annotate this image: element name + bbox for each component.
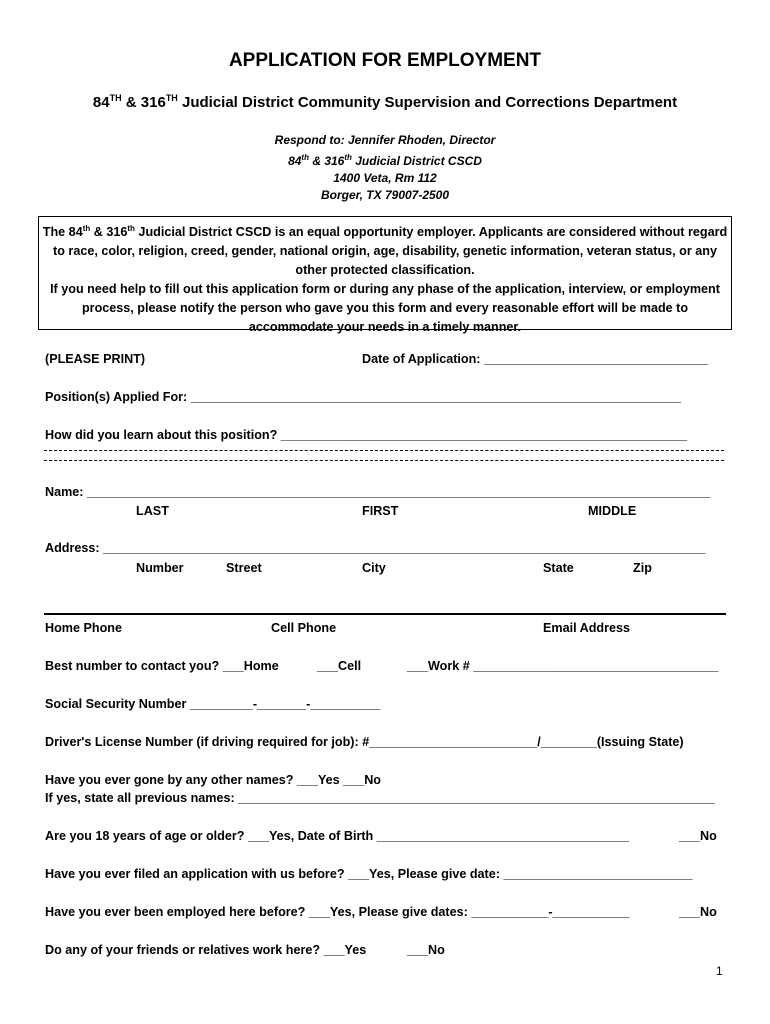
divider	[44, 450, 724, 451]
relatives-no-field[interactable]: ___No	[407, 943, 445, 957]
address-field[interactable]: Address: ______________________________________________________________________________________	[45, 541, 706, 555]
age-18-no-field[interactable]: ___No	[679, 829, 717, 843]
city-label: City	[362, 561, 386, 575]
home-phone-label: Home Phone	[45, 621, 122, 635]
best-number-cell-field[interactable]: ___Cell	[317, 659, 362, 673]
divider	[44, 460, 724, 461]
respond-to-block: Respond to: Jennifer Rhoden, Director 84th & 316th Judicial District CSCD 1400 Veta, Rm 112 Borger, TX 79007-2500	[274, 133, 496, 202]
page-title: APPLICATION FOR EMPLOYMENT	[228, 50, 542, 71]
best-number-home-field[interactable]: Best number to contact you? ___Home	[45, 659, 279, 673]
phone-line[interactable]	[44, 613, 726, 615]
best-number-work-field[interactable]: ___Work # ___________________________________	[407, 659, 719, 673]
zip-label: Zip	[633, 561, 652, 575]
page-number: 1	[716, 964, 723, 978]
ssn-field[interactable]: Social Security Number _________-_______-__________	[45, 697, 381, 711]
department-subtitle: 84TH & 316TH Judicial District Community Supervision and Corrections Department	[92, 93, 678, 111]
middle-label: MIDDLE	[588, 504, 637, 518]
filed-before-field[interactable]: Have you ever filed an application with us before? ___Yes, Please give date: ___________________________	[45, 867, 693, 881]
state-label: State	[543, 561, 574, 575]
employed-before-no-field[interactable]: ___No	[679, 905, 717, 919]
employed-before-yes-field[interactable]: Have you ever been employed here before? ___Yes, Please give dates: ___________-___________	[45, 905, 630, 919]
first-label: FIRST	[362, 504, 399, 518]
learn-about-position-field[interactable]: How did you learn about this position? __________________________________________________________	[45, 428, 688, 442]
drivers-license-field[interactable]: Driver's License Number (if driving required for job): #________________________/________(Issuing State)	[45, 735, 684, 749]
street-label: Street	[226, 561, 262, 575]
age-18-yes-field[interactable]: Are you 18 years of age or older? ___Yes, Date of Birth ____________________________________	[45, 829, 629, 843]
date-of-application-field[interactable]: Date of Application: ________________________________	[362, 352, 709, 366]
email-address-label: Email Address	[543, 621, 631, 635]
last-label: LAST	[136, 504, 169, 518]
previous-names-field[interactable]: If yes, state all previous names: ____________________________________________________________________	[45, 791, 715, 805]
eeo-notice-box: The 84th & 316th Judicial District CSCD is an equal opportunity employer. Applicants are considered without regard to race, color, religion, creed, gender, national origin, age, disability, genetic information, veteran status, or any other protected classification. If you need help to fill out this application form or during any phase of the application, interview, or employment process, please notify the person who gave you this form and every reasonable effort will be made to accommodate your needs in a timely manner.	[38, 216, 732, 330]
positions-applied-field[interactable]: Position(s) Applied For: ______________________________________________________________________	[45, 390, 682, 404]
please-print-label: (PLEASE PRINT)	[45, 352, 146, 366]
relatives-yes-field[interactable]: Do any of your friends or relatives work here? ___Yes	[45, 943, 367, 957]
number-label: Number	[136, 561, 184, 575]
other-names-field[interactable]: Have you ever gone by any other names? ___Yes ___No	[45, 773, 381, 787]
cell-phone-label: Cell Phone	[271, 621, 337, 635]
name-field[interactable]: Name: _________________________________________________________________________________________	[45, 485, 711, 499]
